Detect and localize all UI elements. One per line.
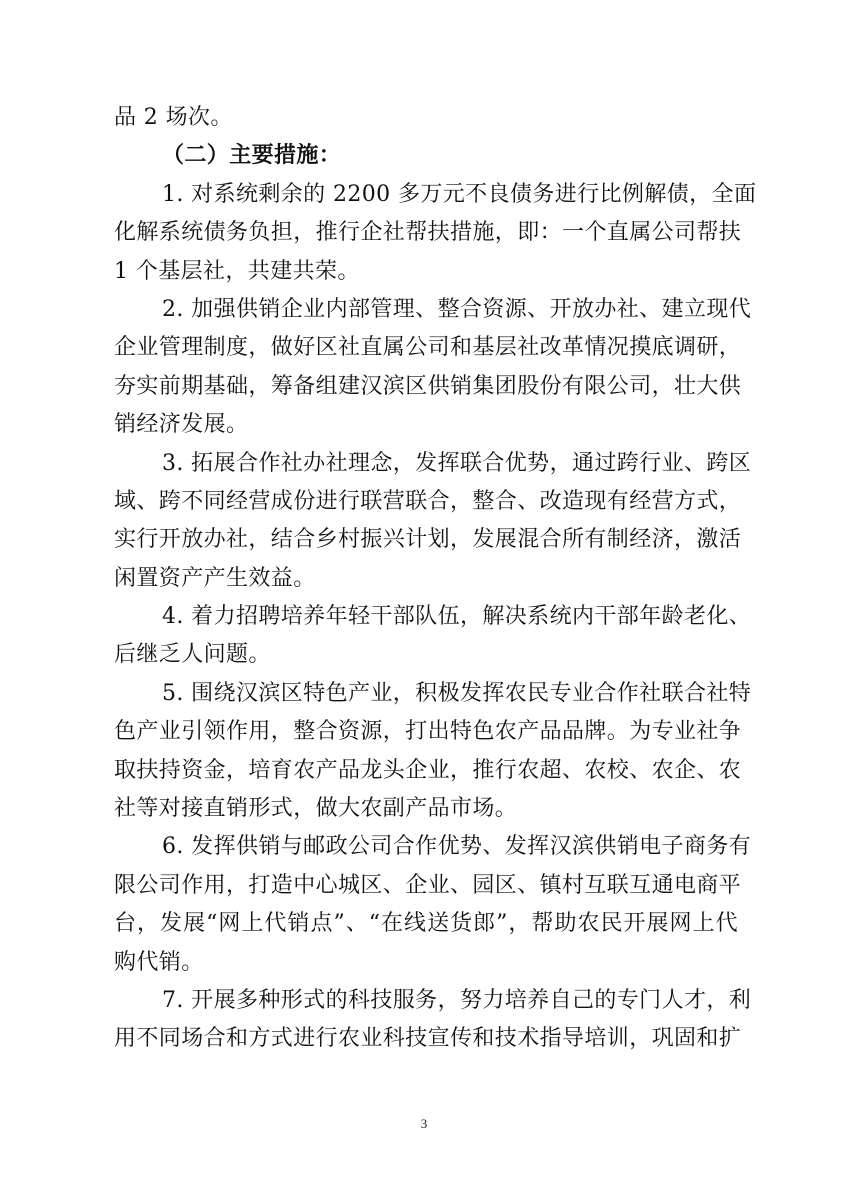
paragraph-6-line-2: 限公司作用，打造中心城区、企业、园区、镇村互联互通电商平 [114,872,742,898]
paragraph-5-line-4: 社等对接直销形式，做大农副产品市场。 [114,796,518,822]
paragraph-5-line-2: 色产业引领作用，整合资源，打出特色农产品品牌。为专业社争 [114,719,742,745]
paragraph-3-line-3: 实行开放办社，结合乡村振兴计划，发展混合所有制经济，激活 [114,527,742,553]
section-heading: （二）主要措施： [162,143,342,169]
document-body [114,99,757,1059]
paragraph-6-line-3: 台，发展“网上代销点”、“在线送货郎”，帮助农民开展网上代 [114,911,738,937]
paragraph-2-line-4: 销经济发展。 [114,412,249,438]
page-number: 3 [420,1116,428,1131]
paragraph-7-line-1: 7. 开展多种形式的科技服务，努力培养自己的专门人才，利 [162,987,752,1013]
paragraph-1-line-1: 1. 对系统剩余的 2200 多万元不良债务进行比例解债，全面 [162,181,757,207]
paragraph-6-line-1: 6. 发挥供销与邮政公司合作优势、发挥汉滨供销电子商务有 [162,834,752,860]
paragraph-3-line-1: 3. 拓展合作社办社理念，发挥联合优势，通过跨行业、跨区 [162,450,752,476]
paragraph-4-line-1: 4. 着力招聘培养年轻干部队伍，解决系统内干部年龄老化、 [162,604,752,630]
paragraph-5-line-3: 取扶持资金，培育农产品龙头企业，推行农超、农校、农企、农 [114,757,742,783]
paragraph-1-line-2: 化解系统债务负担，推行企社帮扶措施，即：一个直属公司帮扶 [114,220,742,246]
paragraph-3-line-4: 闲置资产产生效益。 [114,565,316,591]
paragraph-3-line-2: 域、跨不同经营成份进行联营联合，整合、改造现有经营方式， [114,488,742,514]
paragraph-continuation-line: 品 2 场次。 [114,105,233,130]
paragraph-2-line-3: 夯实前期基础，筹备组建汉滨区供销集团股份有限公司，壮大供 [114,373,742,399]
paragraph-7-line-2: 用不同场合和方式进行农业科技宣传和技术指导培训，巩固和扩 [114,1026,742,1052]
paragraph-1-line-3: 1 个基层社，共建共荣。 [114,258,360,284]
paragraph-2-line-2: 企业管理制度，做好区社直属公司和基层社改革情况摸底调研， [114,335,742,361]
paragraph-6-line-4: 购代销。 [114,949,204,975]
paragraph-4-line-2: 后继乏人问题。 [114,642,271,668]
paragraph-5-line-1: 5. 围绕汉滨区特色产业，积极发挥农民专业合作社联合社特 [162,680,752,706]
paragraph-2-line-1: 2. 加强供销企业内部管理、整合资源、开放办社、建立现代 [162,296,752,322]
